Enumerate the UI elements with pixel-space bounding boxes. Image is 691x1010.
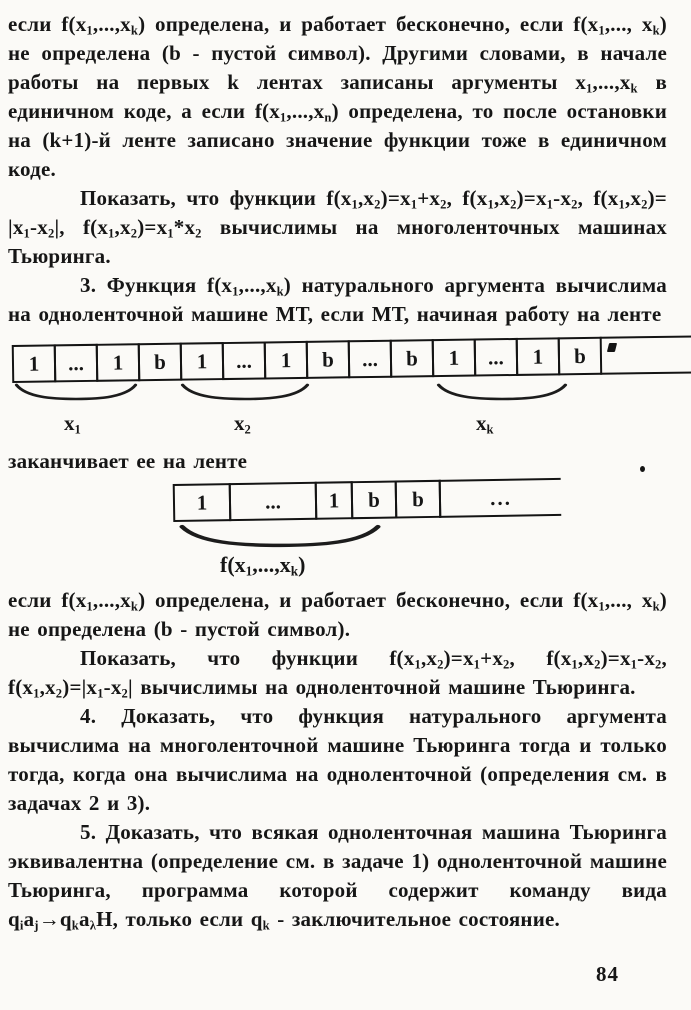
paragraph-show-multitape: Показать, что функции $f(x_1,x_2)=x_1+x_2$, $f(x_1,x_2)=x_1-x_2$, $f(x_1,x_2)= |x_1-x_2|$, $f(x_1,x_2)=x_1*x_2$ вычислимы на многоленточных машинах Тьюринга. bbox=[8, 186, 667, 268]
tape-cell: ... bbox=[229, 482, 318, 521]
tape-cell: b bbox=[558, 337, 603, 376]
tape-cell: ... bbox=[474, 338, 519, 377]
tape-cell: ... bbox=[54, 344, 99, 383]
tape-extension-lines bbox=[600, 335, 691, 374]
paragraph-finishes-on-tape: заканчивает ее на ленте bbox=[8, 449, 248, 473]
tape-cell: ... bbox=[222, 341, 267, 380]
tape-cell: 1 bbox=[315, 481, 354, 520]
ink-dot bbox=[640, 466, 645, 472]
underbrace-x1 bbox=[14, 383, 138, 401]
tape-cell: 1 bbox=[264, 341, 309, 380]
paragraph-problem-4: 4. Доказать, что функция натурального аргумента вычислима на многоленточной машине Тьюринга тогда и только тогда, когда она вычислима на одноленточной (определения см. в задачах 2 и 3). bbox=[8, 704, 667, 815]
tape-cell: ... bbox=[439, 478, 562, 518]
tape-cell: 1 bbox=[96, 343, 141, 382]
paragraph-defined-undefined: если $f(x_1,...,x_k)$ определена, и работает бесконечно, если $f(x_1$,..., $x_k$) не определена (b - пустой символ). bbox=[8, 588, 667, 641]
underbrace-xk bbox=[436, 383, 568, 401]
tape-cell: 1 bbox=[180, 342, 225, 381]
tape-cell: b bbox=[138, 343, 183, 382]
paragraph-show-singletape: Показать, что функции $f(x_1,x_2)=x_1+x_2$, $f(x_1,x_2)=x_1-x_2$, $f(x_1,x_2)=|x_1-x_2|$ вычислимы на одноленточной машине Тьюринга. bbox=[8, 646, 667, 701]
page-number: 84 bbox=[596, 962, 619, 986]
paragraph-intro: если $f(x_1,...,x_k)$ определена, и работает бесконечно, если $f(x_1$,..., $x_k$) не определена (b - пустой символ). Другими словами, в начале работы на первых k лентах записаны аргументы $x_1,...,x_k$ в единичном коде, а если $f(x_1,...,x_n)$ определена, то после остановки на (k+1)-й ленте записано значение функции тоже в единичном коде. bbox=[8, 12, 667, 181]
turing-tape-result bbox=[173, 478, 562, 522]
tape-diagram-result bbox=[8, 478, 667, 586]
turing-tape-initial bbox=[12, 335, 691, 383]
tape-cell: b bbox=[395, 480, 442, 519]
underbrace-result bbox=[178, 524, 382, 548]
tape-diagram-initial bbox=[8, 335, 667, 447]
tape-cell: b bbox=[306, 340, 351, 379]
paragraph-problem-5: 5. Доказать, что всякая одноленточная машина Тьюринга эквивалентна (определение см. в задаче 1) одноленточной машине Тьюринга, программа которой содержит команду вида $q_ia_j\to q_ka_\lambda H$, только если $q_k$ - заключительное состояние. bbox=[8, 820, 667, 933]
tape-cell: 1 bbox=[516, 337, 561, 376]
tape-cell: 1 bbox=[432, 339, 477, 378]
tape-label-f: $f(x_1,...,x_k)$ bbox=[220, 552, 306, 579]
tape-cell: 1 bbox=[12, 344, 57, 383]
underbrace-x2 bbox=[180, 383, 310, 401]
paragraph-problem-3: 3. Функция $f(x_1,...,x_k)$ натурального аргумента вычислима на одноленточной машине МТ, если МТ, начиная работу на ленте bbox=[8, 273, 667, 326]
tape-cell: 1 bbox=[173, 483, 232, 522]
tape-label-x2: $x_2$ bbox=[234, 411, 251, 437]
tape-cell: b bbox=[390, 339, 435, 378]
tape-cells bbox=[173, 478, 562, 522]
tape-cell: b bbox=[351, 480, 398, 519]
tape-label-xk: $x_k$ bbox=[476, 411, 494, 437]
tape-label-x1: $x_1$ bbox=[64, 411, 81, 437]
tape-cells bbox=[12, 337, 602, 383]
tape-cell: ... bbox=[348, 340, 393, 379]
